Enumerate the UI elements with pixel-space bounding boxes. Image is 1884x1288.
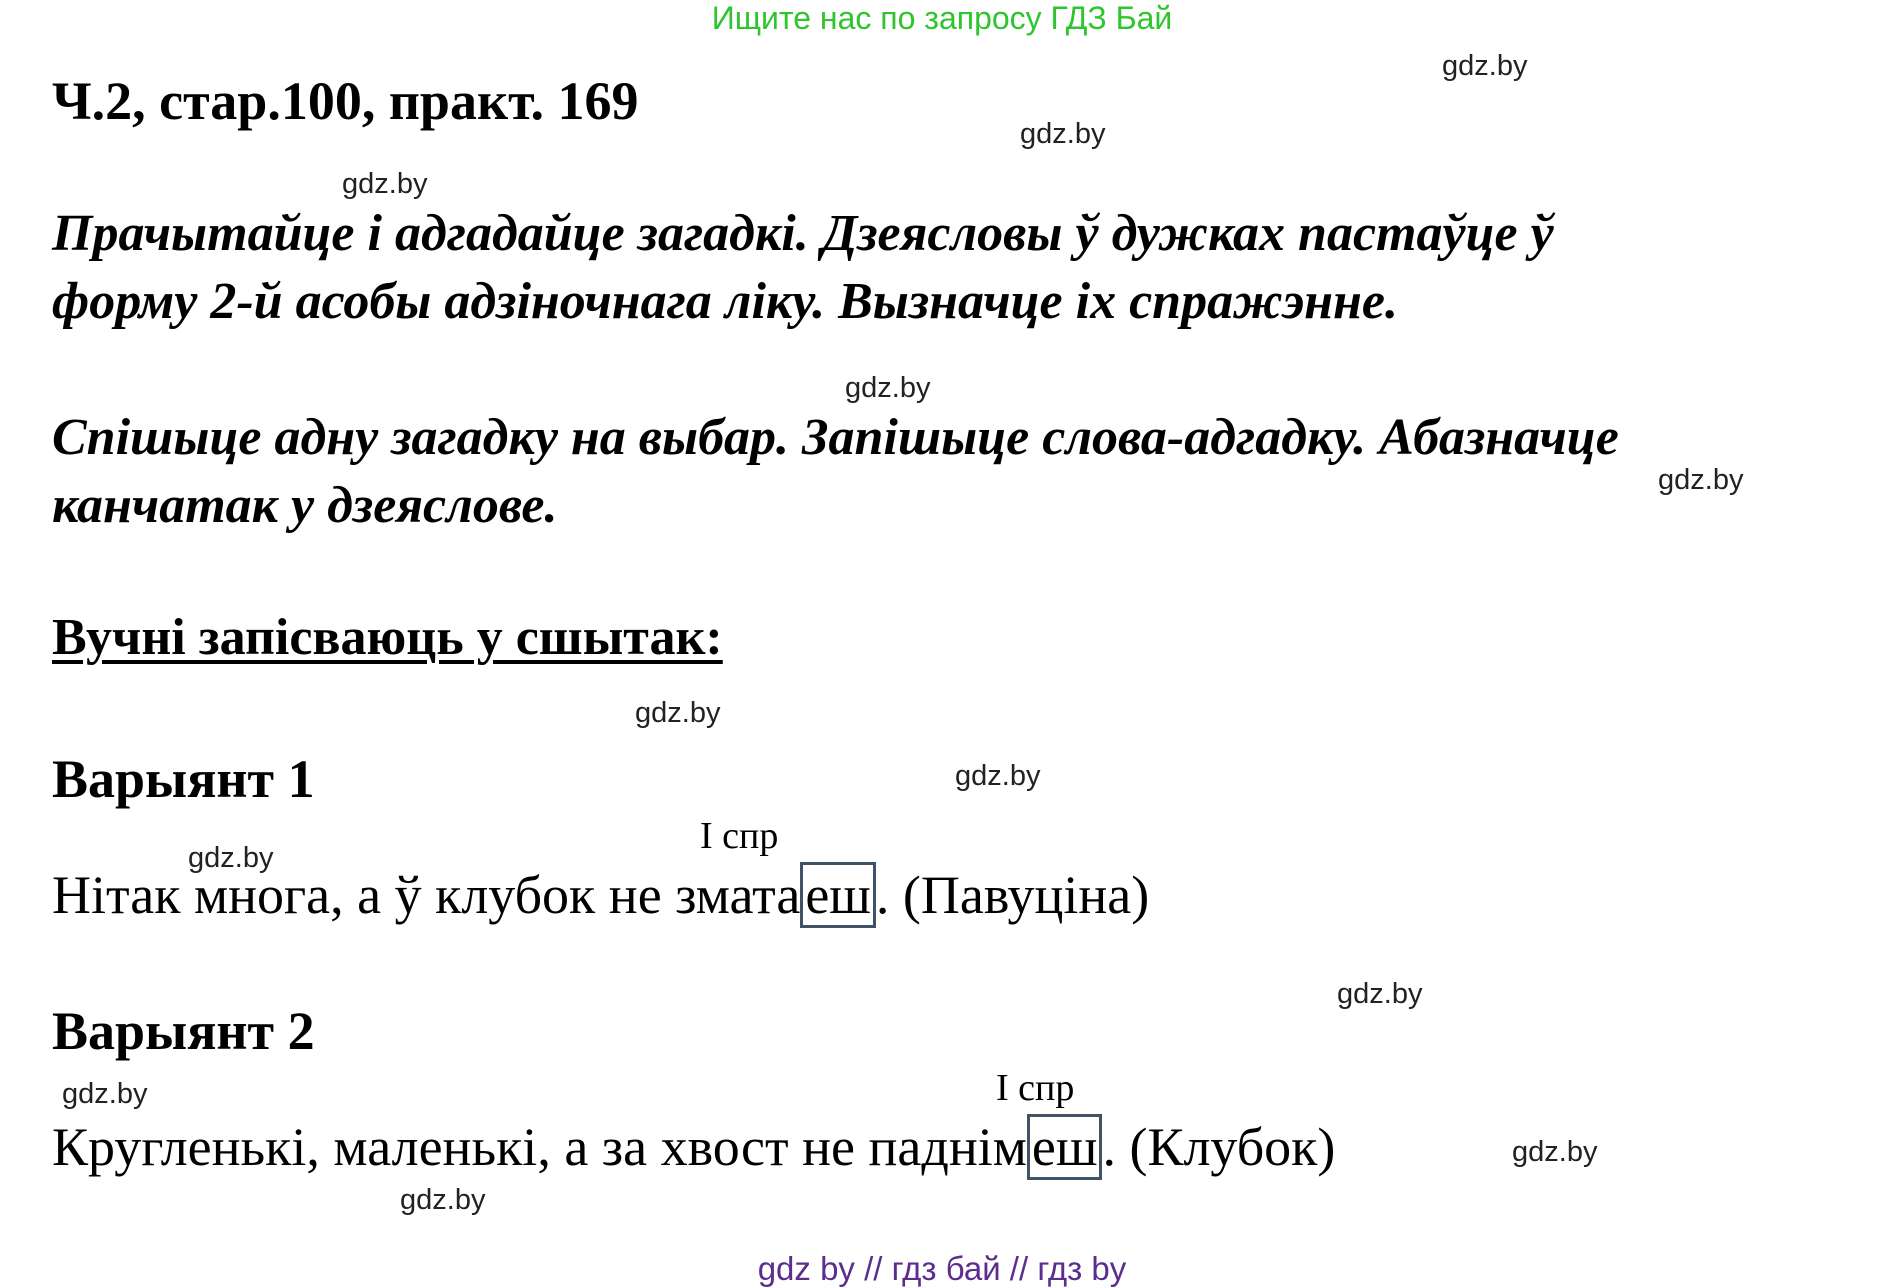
riddle-text: Нітак многа, а ў клубок не змата	[52, 865, 801, 925]
watermark: gdz.by	[1020, 118, 1106, 150]
riddle-answer: . (Павуціна)	[875, 865, 1150, 925]
conjugation-note: I спр	[996, 1067, 1075, 1109]
watermark: gdz.by	[845, 372, 931, 404]
search-banner: Ищите нас по запросу ГДЗ Бай	[711, 0, 1173, 36]
watermark: gdz.by	[1512, 1136, 1598, 1168]
riddle-1	[52, 864, 1149, 926]
variant-1-label: Варыянт 1	[52, 749, 315, 809]
watermark: gdz.by	[1658, 464, 1744, 496]
watermark: gdz.by	[635, 697, 721, 729]
section-heading: Вучні запісваюць у сшытак:	[52, 609, 723, 666]
verb-ending: еш	[800, 862, 876, 928]
task-line: канчатак у дзеяслове.	[52, 477, 558, 534]
watermark: gdz.by	[342, 168, 428, 200]
riddle-2	[52, 1116, 1335, 1178]
watermark: gdz.by	[1337, 978, 1423, 1010]
conjugation-note: I спр	[700, 815, 779, 857]
footer-links: gdz by // гдз бай // гдз by	[757, 1250, 1127, 1287]
page-title: Ч.2, стар.100, практ. 169	[52, 71, 639, 131]
variant-2-label: Варыянт 2	[52, 1001, 315, 1061]
riddle-text: Кругленькі, маленькі, а за хвост не паднім	[52, 1117, 1027, 1177]
task-line: Прачытайце і адгадайце загадкі. Дзеясловы ў дужках пастаўце ў	[52, 205, 1554, 262]
watermark: gdz.by	[188, 842, 274, 874]
task-line: форму 2-й асобы адзіночнага ліку. Вызначце іх спражэнне.	[52, 273, 1398, 330]
verb-ending: еш	[1027, 1114, 1103, 1180]
watermark: gdz.by	[400, 1184, 486, 1216]
watermark: gdz.by	[62, 1078, 148, 1110]
watermark: gdz.by	[955, 760, 1041, 792]
watermark: gdz.by	[1442, 50, 1528, 82]
task-line: Спішыце адну загадку на выбар. Запішыце слова-адгадку. Абазначце	[52, 409, 1619, 466]
riddle-answer: . (Клубок)	[1102, 1117, 1336, 1177]
